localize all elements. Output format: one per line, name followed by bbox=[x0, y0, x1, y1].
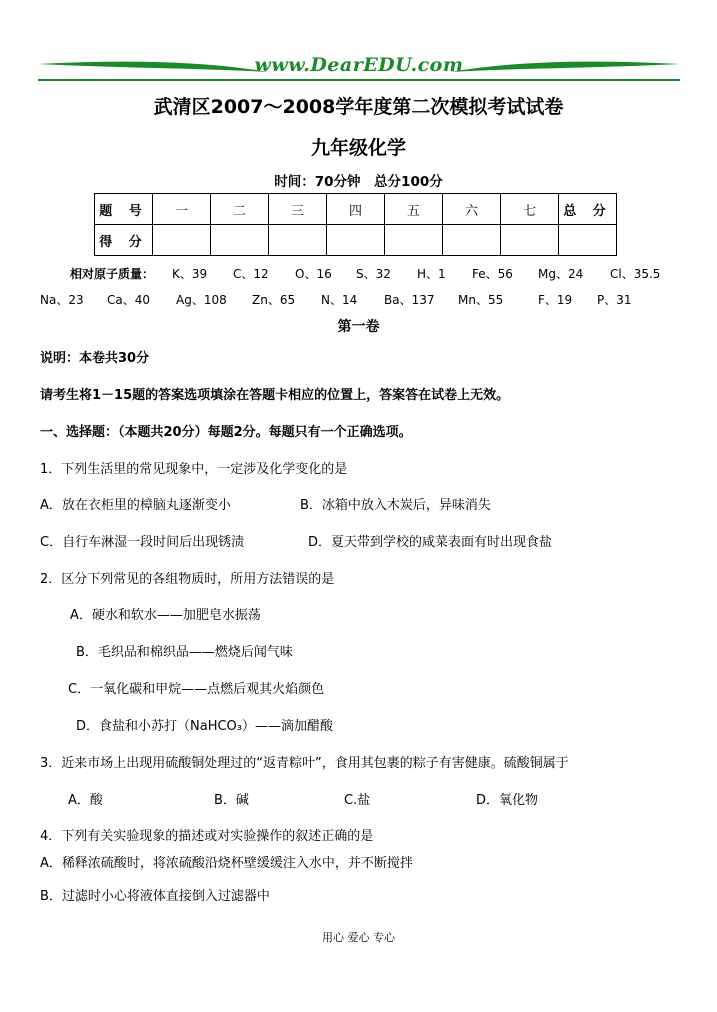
atomic-mass-item: C、12 bbox=[233, 267, 269, 281]
question-stem: 2．区分下列常见的各组物质时，所用方法错误的是 bbox=[40, 572, 335, 587]
site-banner bbox=[38, 50, 680, 84]
score-cell bbox=[385, 225, 443, 256]
atomic-mass-item: Mg、24 bbox=[538, 267, 584, 281]
score-header-cell: 一 bbox=[153, 194, 211, 225]
score-header-cell: 三 bbox=[269, 194, 327, 225]
score-table bbox=[94, 193, 617, 256]
atomic-mass-item: Ag、108 bbox=[176, 293, 227, 307]
score-cell bbox=[211, 225, 269, 256]
score-cell bbox=[501, 225, 559, 256]
atomic-mass-item: Fe、56 bbox=[472, 267, 513, 281]
atomic-mass-item: Na、23 bbox=[40, 293, 84, 307]
atomic-mass-label: 相对原子质量： bbox=[70, 267, 155, 281]
option-a: A．酸 bbox=[68, 793, 103, 808]
score-cell bbox=[327, 225, 385, 256]
score-table-header-row bbox=[95, 194, 617, 225]
atomic-mass-item: S、32 bbox=[356, 267, 391, 281]
score-row-label: 得 分 bbox=[95, 225, 153, 256]
option-a: A．稀释浓硫酸时，将浓硫酸沿烧杯壁缓缓注入水中，并不断搅拌 bbox=[40, 856, 413, 871]
option-c: C.盐 bbox=[344, 793, 371, 808]
option-b: B．碱 bbox=[214, 793, 249, 808]
exam-time: 时间：70分钟 总分100分 bbox=[274, 174, 443, 190]
score-cell bbox=[269, 225, 327, 256]
score-table-score-row bbox=[95, 225, 617, 256]
atomic-mass-item: O、16 bbox=[295, 267, 332, 281]
option-d: D．氧化物 bbox=[476, 793, 539, 808]
volume-note: 说明：本卷共30分 bbox=[40, 351, 150, 366]
option-d: D．食盐和小苏打（NaHCO₃）——滴加醋酸 bbox=[76, 719, 333, 734]
score-header-cell: 六 bbox=[443, 194, 501, 225]
score-cell bbox=[153, 225, 211, 256]
option-c: C．自行车淋湿一段时间后出现锈渍 bbox=[40, 535, 245, 550]
atomic-mass-item: P、31 bbox=[597, 293, 632, 307]
atomic-mass-item: Mn、55 bbox=[458, 293, 504, 307]
question-stem: 1．下列生活里的常见现象中，一定涉及化学变化的是 bbox=[40, 462, 348, 477]
atomic-mass-item: F、19 bbox=[538, 293, 573, 307]
page-footer: 用心 爱心 专心 bbox=[322, 931, 395, 944]
score-cell bbox=[443, 225, 501, 256]
score-cell bbox=[559, 225, 617, 256]
subject-title: 九年级化学 bbox=[310, 137, 406, 159]
part-heading: 一、选择题：（本题共20分）每题2分。每题只有一个正确选项。 bbox=[40, 425, 412, 440]
option-b: B．冰箱中放入木炭后，异味消失 bbox=[300, 498, 491, 513]
option-d: D．夏天带到学校的咸菜表面有时出现食盐 bbox=[308, 535, 553, 550]
atomic-mass-item: Ba、137 bbox=[384, 293, 435, 307]
exam-title: 武清区2007～2008学年度第二次模拟考试试卷 bbox=[153, 96, 564, 118]
volume-heading: 第一卷 bbox=[337, 319, 380, 335]
score-header-cell: 二 bbox=[211, 194, 269, 225]
score-header-cell: 七 bbox=[501, 194, 559, 225]
atomic-mass-item: Zn、65 bbox=[252, 293, 296, 307]
option-b: B．过滤时小心将液体直接倒入过滤器中 bbox=[40, 889, 270, 904]
atomic-mass-item: Cl、35.5 bbox=[610, 267, 661, 281]
score-header-cell: 总 分 bbox=[559, 194, 617, 225]
question-stem: 3．近来市场上出现用硫酸铜处理过的“返青粽叶”，食用其包裹的粽子有害健康。硫酸铜属于 bbox=[40, 756, 569, 771]
answer-instruction: 请考生将1－15题的答案选项填涂在答题卡相应的位置上，答案答在试卷上无效。 bbox=[40, 388, 510, 403]
option-a: A．硬水和软水——加肥皂水振荡 bbox=[70, 608, 261, 623]
option-c: C．一氧化碳和甲烷——点燃后观其火焰颜色 bbox=[68, 682, 325, 697]
atomic-mass-item: N、14 bbox=[321, 293, 358, 307]
atomic-mass-item: H、1 bbox=[417, 267, 446, 281]
score-header-cell: 五 bbox=[385, 194, 443, 225]
question-stem: 4．下列有关实验现象的描述或对实验操作的叙述正确的是 bbox=[40, 829, 374, 844]
score-header-cell: 四 bbox=[327, 194, 385, 225]
option-b: B．毛织品和棉织品——燃烧后闻气味 bbox=[76, 645, 293, 660]
option-a: A．放在衣柜里的樟脑丸逐渐变小 bbox=[40, 498, 231, 513]
site-url: www.DearEDU.com bbox=[254, 54, 464, 76]
score-header-cell: 题 号 bbox=[95, 194, 153, 225]
atomic-mass-item: K、39 bbox=[172, 267, 208, 281]
atomic-mass-item: Ca、40 bbox=[107, 293, 151, 307]
